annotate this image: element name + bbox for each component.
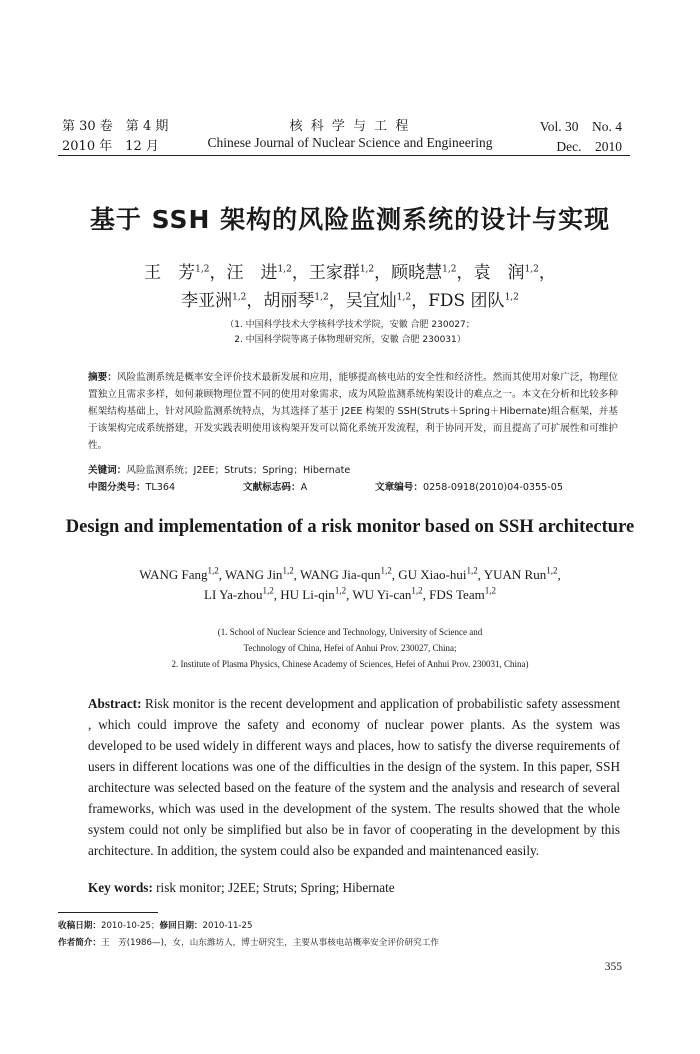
author-cn: 汪 进$^{1,2}$ — [226, 263, 292, 283]
author-en: WU Yi-can$^{1,2}$ — [352, 586, 423, 603]
header-journal-en: Chinese Journal of Nuclear Science and Engineering — [207, 135, 493, 150]
affiliation-en-3: 2. Institute of Plasma Physics, Chinese Academy of Sciences, Hefei of Anhui Prov. 230031, China) — [171, 659, 529, 669]
affiliation-en-2: Technology of China, Hefei of Anhui Prov. 230027, China; — [243, 643, 457, 653]
header-date-en: Dec. 2010 — [556, 139, 622, 154]
author-en: WANG Jin$^{1,2}$ — [225, 566, 294, 583]
clc-number: 中图分类号：TL364 — [88, 482, 176, 493]
keywords-en — [88, 877, 620, 898]
author-cn: FDS 团队$^{1,2}$ — [428, 291, 519, 311]
affiliation-cn-1: （1. 中国科学技术大学核科学技术学院，安徽 合肥 230027； — [225, 320, 475, 330]
keywords-cn-label: 关键词： — [88, 465, 127, 476]
authors-cn-line1: 王 芳$^{1,2}$，汪 进$^{1,2}$，王家群$^{1,2}$，顾晓慧$^{1,2}$，袁 润$^{1,2}$， — [144, 263, 556, 283]
author-en: LI Ya-zhou$^{1,2}$ — [204, 586, 274, 603]
title-cn: 基于 SSH 架构的风险监测系统的设计与实现 — [89, 205, 611, 234]
title-en: Design and implementation of a risk monitor based on SSH architecture — [65, 517, 635, 537]
author-cn: 王家群$^{1,2}$ — [308, 263, 375, 283]
abstract-cn-text: 风险监测系统是概率安全评价技术最新发展和应用，能够提高核电站的安全性和经济性。然而其使用对象广泛，物理位置独立且需求多样，如何兼顾物理位置不同的使用对象需求，成为风险监测系统构架设计的难点之一。本文在分析和比较多种框架结构基础上，针对风险监测系统特点，为其选择了基于 J2EE 构架的 SSH(Struts＋Spring＋Hibernate)组合框架，并基于该架构完成系统搭建，开发实践表明使用该构架开发可以简化系统开发流程，利于协同开发，而且提高了可扩展性和可维护性。 — [88, 372, 619, 451]
header-volume-cn: 第 30 卷 第 4 期 — [62, 119, 169, 134]
abstract-cn-label: 摘要： — [88, 372, 117, 383]
footnote-author: 作者简介：王 芳(1986—)，女，山东潍坊人，博士研究生，主要从事核电站概率安全评价研究工作 — [58, 938, 439, 948]
author-cn: 顾晓慧$^{1,2}$ — [391, 263, 457, 283]
author-en: WANG Jia-qun$^{1,2}$ — [299, 566, 392, 583]
author-en: WANG Fang$^{1,2}$ — [139, 566, 219, 583]
page-number: 355 — [604, 961, 622, 973]
keywords-cn — [88, 462, 618, 476]
article-number: 文章编号：0258-0918(2010)04-0355-05 — [375, 482, 563, 493]
header-journal-cn: 核 科 学 与 工 程 — [289, 119, 411, 134]
authors-en-line2: LI Ya-zhou$^{1,2}$, HU Li-qin$^{1,2}$, WU Yi-can$^{1,2}$, FDS Team$^{1,2}$ — [204, 586, 496, 603]
document-code: 文献标志码：A — [243, 482, 308, 493]
author-cn: 李亚洲$^{1,2}$ — [181, 291, 247, 311]
affiliation-cn-2: 2. 中国科学院等离子体物理研究所，安徽 合肥 230031） — [234, 335, 466, 345]
author-cn: 吴宜灿$^{1,2}$ — [345, 291, 412, 311]
author-cn: 王 芳$^{1,2}$ — [144, 263, 210, 283]
footnote-rule — [58, 912, 158, 913]
keywords-en-text: risk monitor; J2EE; Struts; Spring; Hibernate — [156, 880, 395, 895]
author-en: YUAN Run$^{1,2}$ — [483, 566, 558, 583]
header-volume-en: Vol. 30 No. 4 — [539, 119, 622, 134]
abstract-en-label: Abstract: — [88, 696, 142, 711]
authors-en-line1: WANG Fang$^{1,2}$, WANG Jin$^{1,2}$, WANG Jia-qun$^{1,2}$, GU Xiao-hui$^{1,2}$, YUAN Run$^{1,2}$, — [139, 566, 561, 583]
keywords-cn-text: 风险监测系统；J2EE；Struts；Spring；Hibernate — [126, 465, 351, 476]
author-en: GU Xiao-hui$^{1,2}$ — [398, 566, 478, 583]
author-cn: 袁 润$^{1,2}$ — [473, 263, 539, 283]
abstract-cn — [88, 369, 618, 454]
abstract-en-text: Risk monitor is the recent development and application of probabilistic safety assessment , which could improve the safety and economy of nuclear power plants. As the system was developed to be used widely in different ways and places, how to satisfy the diverse requirements of users in different locations was one of the difficulties in the design of the system. In this paper, SSH architecture was selected based on the feature of the system and the analysis and research of several frameworks, which was used in the development of the system. The results showed that the whole system could not only be simplified but also be in favor of cooperating in the development by this architecture. In addition, the system could also be expanded and maintenanced easily. — [88, 696, 620, 858]
author-cn: 胡丽琴$^{1,2}$ — [263, 291, 329, 311]
header-rule — [58, 155, 630, 156]
author-en: FDS Team$^{1,2}$ — [429, 586, 496, 603]
header-date-cn: 2010 年 12 月 — [62, 139, 159, 154]
affiliation-en-1: (1. School of Nuclear Science and Technology, University of Science and — [217, 627, 483, 637]
footnote-dates: 收稿日期：2010-10-25；修回日期：2010-11-25 — [58, 921, 253, 931]
authors-cn-line2: 李亚洲$^{1,2}$，胡丽琴$^{1,2}$，吴宜灿$^{1,2}$，FDS 团队$^{1,2}$ — [181, 291, 519, 311]
abstract-en — [88, 693, 620, 861]
keywords-en-label: Key words: — [88, 880, 153, 895]
author-en: HU Li-qin$^{1,2}$ — [280, 586, 347, 603]
